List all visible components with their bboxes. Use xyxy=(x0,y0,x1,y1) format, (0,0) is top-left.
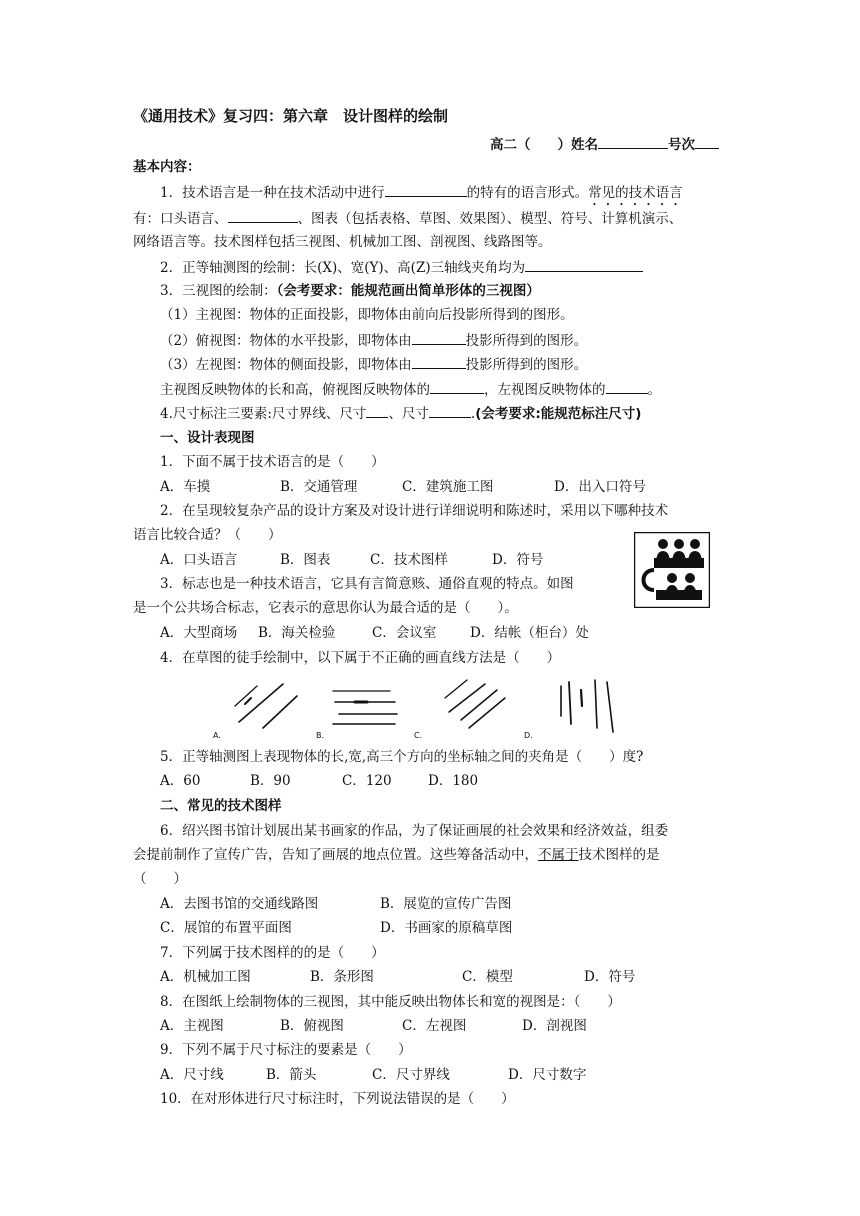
question-2-line-1: 2．在呈现较复杂产品的设计方案及对设计进行详细说明和陈述时，采用以下哪种技术 xyxy=(160,503,669,519)
q2-option-a: A．口头语言 xyxy=(160,552,238,568)
question-7: 7．下列属于技术图样的的是（ ） xyxy=(160,945,385,961)
q3-option-b: B．海关检验 xyxy=(258,625,336,641)
item-1-line-1: 1．技术语言是一种在技术活动中进行 的特有的语言形式。常见的技术语言 xyxy=(160,182,683,209)
section-2-title: 二、常见的技术图样 xyxy=(160,798,282,814)
q2-option-c: C．技术图样 xyxy=(370,552,448,568)
question-3-line-1: 3．标志也是一种技术语言，它具有言简意赅、通俗直观的特点。如图 xyxy=(160,576,574,592)
q7-option-b: B．条形图 xyxy=(310,969,374,985)
item-1-line-3: 网络语言等。技术图样包括三视图、机械加工图、剖视图、线路图等。 xyxy=(133,234,552,250)
q8-option-c: C．左视图 xyxy=(402,1018,467,1034)
q7-option-a: A．机械加工图 xyxy=(160,969,251,985)
q5-option-a: A．60 xyxy=(160,773,201,789)
question-5: 5．正等轴测图上表现物体的长,宽,高三个方向的坐标轴之间的夹角是（ ）度? xyxy=(160,749,644,765)
meeting-room-icon xyxy=(634,532,710,608)
q3-option-c: C．会议室 xyxy=(372,625,437,641)
question-10: 10．在对形体进行尺寸标注时，下列说法错误的是（ ） xyxy=(160,1091,515,1107)
question-2-line-2: 语言比较合适？（ ） xyxy=(133,527,282,543)
q6-options-row-1 xyxy=(160,894,660,914)
item-4: 4.尺寸标注三要素:尺寸界线、尺寸 、尺寸 .(会考要求:能规范标注尺寸) xyxy=(160,403,641,424)
q3-option-d: D．结帐（柜台）处 xyxy=(470,625,589,641)
item-3-4: 主视图反映物体的长和高，俯视图反映物体的 ，左视图反映物体的 。 xyxy=(160,379,661,400)
question-1: 1．下面不属于技术语言的是（ ） xyxy=(160,454,385,470)
q9-option-b: B．箭头 xyxy=(266,1067,317,1083)
q4-figure-label-c: C. xyxy=(414,731,423,740)
question-6-line-1: 6．绍兴图书馆计划展出某书画家的作品，为了保证画展的社会效果和经济效益，组委 xyxy=(160,823,669,839)
question-6-line-2: 会提前制作了宣传广告，告知了画展的地点位置。这些筹备活动中，不属于技术图样的是 xyxy=(133,847,660,863)
question-8: 8．在图纸上绘制物体的三视图，其中能反映出物体长和宽的视图是：（ ） xyxy=(160,994,621,1010)
q1-option-d: D．出入口符号 xyxy=(554,479,646,495)
q2-option-d: D．符号 xyxy=(492,552,544,568)
basic-title: 基本内容： xyxy=(133,159,201,175)
question-6-line-3: （ ） xyxy=(133,871,187,887)
q1-option-b: B．交通管理 xyxy=(280,479,358,495)
q9-option-d: D．尺寸数字 xyxy=(508,1067,587,1083)
q8-option-b: B．俯视图 xyxy=(280,1018,344,1034)
q7-options xyxy=(160,967,680,987)
q6-option-d: D．书画家的原稿草图 xyxy=(380,920,513,936)
q5-options xyxy=(160,771,520,791)
question-3-line-2: 是一个公共场合标志，它表示的意思你认为最合适的是（ ）。 xyxy=(133,600,518,616)
q2-option-b: B．图表 xyxy=(280,552,331,568)
item-3-title: 3．三视图的绘制：（会考要求：能规范画出简单形体的三视图） xyxy=(160,283,540,299)
q6-options-row-2 xyxy=(160,918,660,938)
q4-figure-label-d: D. xyxy=(524,731,533,740)
q1-option-c: C．建筑施工图 xyxy=(402,479,494,495)
q8-options xyxy=(160,1016,640,1036)
student-info xyxy=(490,134,719,155)
q6-option-c: C．展馆的布置平面图 xyxy=(160,920,292,936)
item-3-2: （2）俯视图：物体的水平投影，即物体由 投影所得到的图形。 xyxy=(160,330,587,351)
q9-option-a: A．尺寸线 xyxy=(160,1067,224,1083)
q5-option-c: C．120 xyxy=(342,773,392,789)
q2-options xyxy=(160,550,580,570)
item-1-line-2: 有：口头语言、 、图表（包括表格、草图、效果图）、模型、符号、计算机演示、 xyxy=(133,208,682,229)
q7-option-d: D．符号 xyxy=(584,969,636,985)
section-1-title: 一、设计表现图 xyxy=(160,430,255,446)
grade-label: 高二（ ）姓名 xyxy=(490,137,598,153)
item-2: 2．正等轴测图的绘制：长(X)、宽(Y)、高(Z)三轴线夹角均为 xyxy=(160,257,643,278)
q8-option-d: D．剖视图 xyxy=(522,1018,587,1034)
q6-option-a: A．去图书馆的交通线路图 xyxy=(160,896,319,912)
q5-option-d: D．180 xyxy=(428,773,479,789)
item-3-1: （1）主视图：物体的正面投影，即物体由前向后投影所得到的图形。 xyxy=(160,307,574,323)
q6-option-b: B．展览的宣传广告图 xyxy=(380,896,512,912)
q3-options xyxy=(160,623,640,643)
q4-figure-label-a: A. xyxy=(213,731,221,740)
q8-option-a: A．主视图 xyxy=(160,1018,224,1034)
q4-figure-label-b: B. xyxy=(316,731,325,740)
q9-options xyxy=(160,1065,640,1085)
q1-option-a: A．车摸 xyxy=(160,479,211,495)
page-title: 《通用技术》复习四：第六章 设计图样的绘制 xyxy=(133,107,449,125)
q1-options xyxy=(160,477,760,497)
q7-option-c: C．模型 xyxy=(462,969,513,985)
question-4: 4．在草图的徒手绘制中，以下属于不正确的画直线方法是（ ） xyxy=(160,650,561,666)
q9-option-c: C．尺寸界线 xyxy=(372,1067,450,1083)
q3-option-a: A．大型商场 xyxy=(160,625,238,641)
number-label: 号次 xyxy=(668,137,695,153)
question-9: 9．下列不属于尺寸标注的要素是（ ） xyxy=(160,1042,412,1058)
item-3-3: （3）左视图：物体的侧面投影，即物体由 投影所得到的图形。 xyxy=(160,354,587,375)
q5-option-b: B．90 xyxy=(250,773,291,789)
